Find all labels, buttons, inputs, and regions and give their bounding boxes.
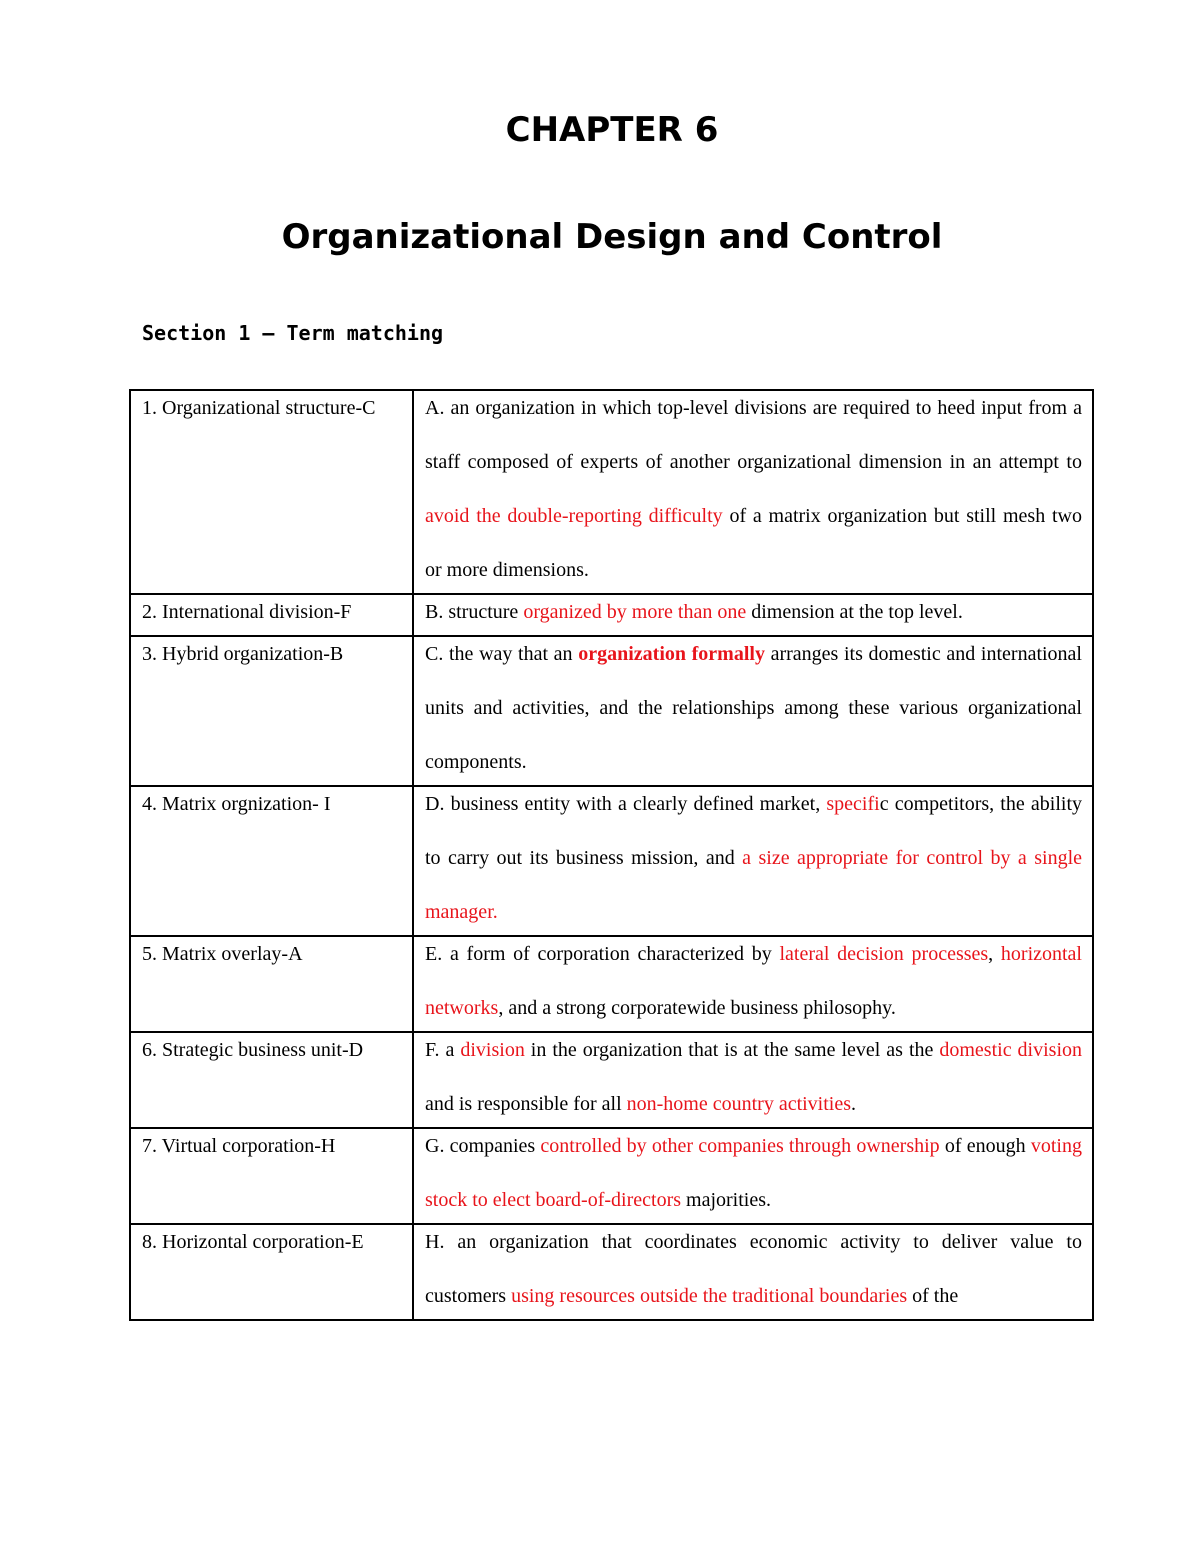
term-text: 6. Strategic business unit-D	[142, 1039, 364, 1061]
term-matching-table	[129, 389, 1094, 1321]
term-text: 1. Organizational structure-C	[142, 397, 376, 419]
table-row	[130, 936, 1093, 1032]
term-text: 4. Matrix orgnization- I	[142, 793, 331, 815]
highlighted-text: non-home country activities	[626, 1093, 852, 1115]
chapter-number: CHAPTER 6	[505, 110, 719, 150]
definition-cell	[413, 636, 1093, 786]
term-cell	[130, 1224, 413, 1320]
definition-segment: in the organization that is at the same level as the	[524, 1039, 940, 1061]
definition-segment: dimension at the top level.	[746, 601, 963, 623]
definition-segment: C. the way that an	[425, 643, 579, 665]
definition-segment: arranges its domestic and international units and activities, and the relationships among these various organizational components.	[425, 643, 1082, 773]
definition-text	[425, 1119, 1082, 1227]
definition-cell	[413, 1128, 1093, 1224]
definition-cell	[413, 390, 1093, 594]
table-row	[130, 636, 1093, 786]
definition-text	[425, 777, 1082, 939]
highlighted-text: avoid the double-reporting difficulty	[425, 505, 723, 527]
highlighted-text: voting stock to elect board-of-directors	[425, 1135, 1082, 1211]
definition-segment: of enough	[939, 1135, 1031, 1157]
definition-text	[425, 1023, 1082, 1131]
definition-text	[425, 1215, 1082, 1323]
chapter-title: Organizational Design and Control	[281, 217, 943, 257]
definition-text	[425, 381, 1082, 597]
section-heading: Section 1 – Term matching	[142, 321, 444, 345]
term-text: 2. International division-F	[142, 601, 352, 623]
table-row	[130, 1032, 1093, 1128]
definition-segment: F. a	[425, 1039, 461, 1061]
highlighted-text: using resources outside the traditional boundaries	[511, 1285, 908, 1307]
definition-segment: A. an organization in which top-level divisions are required to heed input from a staff composed of experts of another organizational dimension in an attempt to	[425, 397, 1082, 473]
definition-segment: B. structure	[425, 601, 524, 623]
definition-segment: c competitors, the ability to carry out its business mission, and	[425, 793, 1082, 869]
term-cell	[130, 936, 413, 1032]
highlighted-text: controlled by other companies through ownership	[540, 1135, 940, 1157]
definition-segment: and is responsible for all	[425, 1093, 627, 1115]
definition-segment: .	[851, 1093, 857, 1115]
term-text: 7. Virtual corporation-H	[142, 1135, 336, 1157]
highlighted-bold-text: organization formally	[578, 643, 765, 665]
definition-segment: D. business entity with a clearly defined market,	[425, 793, 827, 815]
definition-segment: ,	[988, 943, 1001, 965]
term-cell	[130, 1032, 413, 1128]
highlighted-text: horizontal networks	[425, 943, 1082, 1019]
term-cell	[130, 390, 413, 594]
definition-segment: H. an organization that coordinates economic activity to deliver value to customers	[425, 1231, 1082, 1307]
term-text: 3. Hybrid organization-B	[142, 643, 344, 665]
definition-segment: of a matrix organization but still mesh two or more dimensions.	[425, 505, 1082, 581]
highlighted-text: lateral decision processes	[779, 943, 989, 965]
term-matching-body	[130, 390, 1093, 1320]
table-row	[130, 1224, 1093, 1320]
highlighted-text: domestic division	[939, 1039, 1082, 1061]
highlighted-text: a size appropriate for control by a single manager.	[425, 847, 1083, 923]
term-cell	[130, 1128, 413, 1224]
term-text: 5. Matrix overlay-A	[142, 943, 303, 965]
table-row	[130, 1128, 1093, 1224]
highlighted-text: division	[460, 1039, 525, 1061]
definition-segment: G. companies	[425, 1135, 541, 1157]
table-row	[130, 390, 1093, 594]
highlighted-text: organized by more than one	[523, 601, 747, 623]
definition-cell	[413, 786, 1093, 936]
definition-segment: , and a strong corporatewide business philosophy.	[498, 997, 896, 1019]
term-text: 8. Horizontal corporation-E	[142, 1231, 364, 1253]
table-row	[130, 786, 1093, 936]
definition-cell	[413, 936, 1093, 1032]
term-cell	[130, 786, 413, 936]
highlighted-text: specifi	[826, 793, 880, 815]
definition-segment: E. a form of corporation characterized by	[425, 943, 780, 965]
definition-text	[425, 927, 1082, 1035]
definition-cell	[413, 1032, 1093, 1128]
definition-text	[425, 627, 1082, 789]
term-cell	[130, 636, 413, 786]
definition-segment: of the	[907, 1285, 959, 1307]
definition-segment: majorities.	[681, 1189, 771, 1211]
definition-cell	[413, 1224, 1093, 1320]
